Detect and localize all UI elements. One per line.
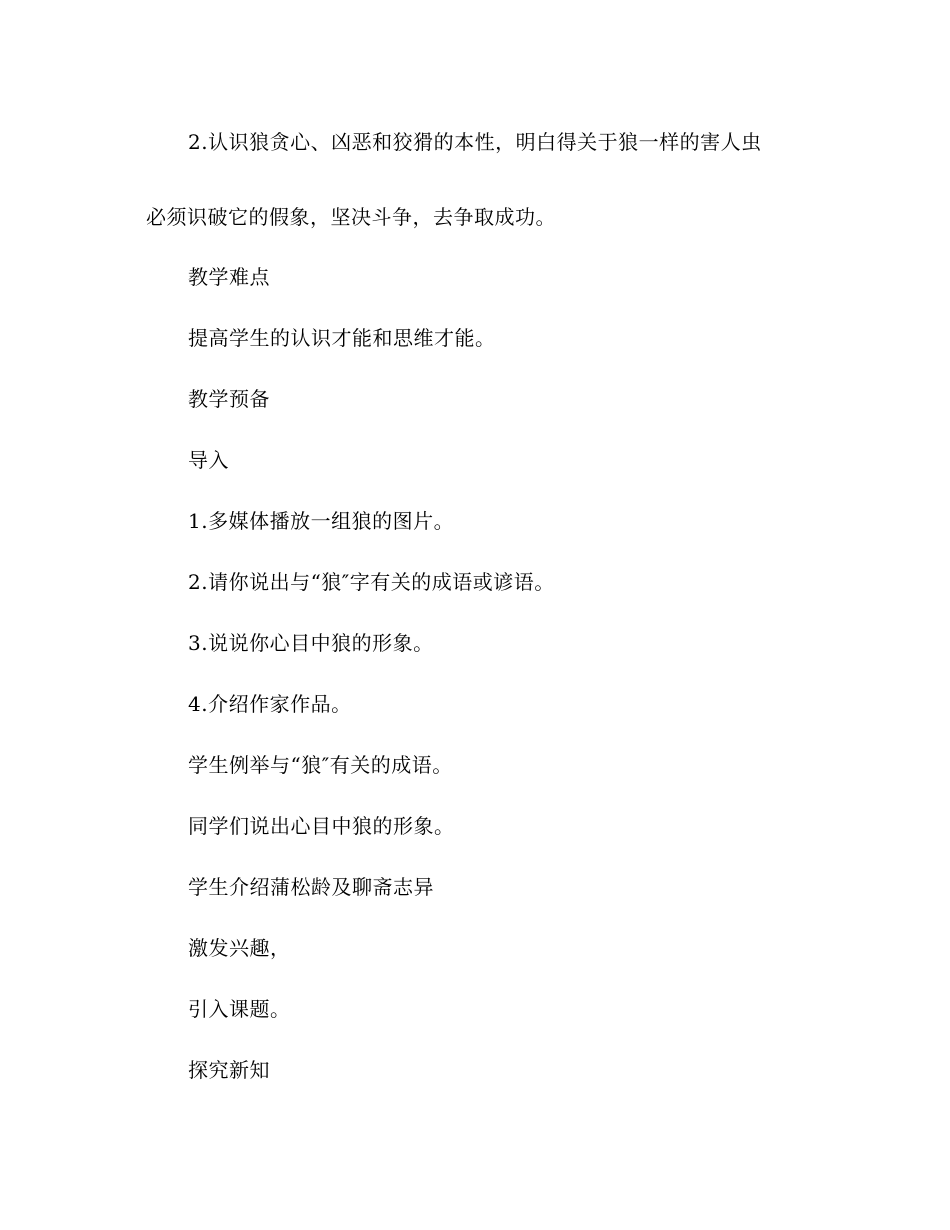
heading-introduction: 导入 (188, 448, 229, 472)
paragraph-student-wolf-image: 同学们说出心目中狼的形象。 (188, 814, 455, 838)
paragraph-difficulty: 提高学生的认识才能和思维才能。 (188, 326, 496, 350)
list-item-1: 1.多媒体播放一组狼的图片。 (188, 509, 455, 533)
heading-teaching-difficulty: 教学难点 (188, 265, 270, 289)
heading-teaching-preparation: 教学预备 (188, 387, 270, 411)
paragraph-stimulate-interest: 激发兴趣， (188, 936, 291, 960)
list-item-2: 2.请你说出与“狼″字有关的成语或谚语。 (188, 570, 555, 594)
paragraph-goal-2-line-2: 必须识破它的假象，坚决斗争，去争取成功。 (146, 205, 556, 229)
paragraph-student-author: 学生介绍蒲松龄及聊斋志异 (188, 875, 434, 899)
paragraph-introduce-topic: 引入课题。 (188, 997, 291, 1021)
paragraph-goal-2-line-1: 2.认识狼贪心、凶恶和狡猾的本性，明白得关于狼一样的害人虫 (188, 130, 762, 154)
list-item-4: 4.介绍作家作品。 (188, 692, 352, 716)
heading-explore-new-knowledge: 探究新知 (188, 1058, 270, 1082)
paragraph-student-idioms: 学生例举与“狼″有关的成语。 (188, 753, 453, 777)
list-item-3: 3.说说你心目中狼的形象。 (188, 631, 434, 655)
